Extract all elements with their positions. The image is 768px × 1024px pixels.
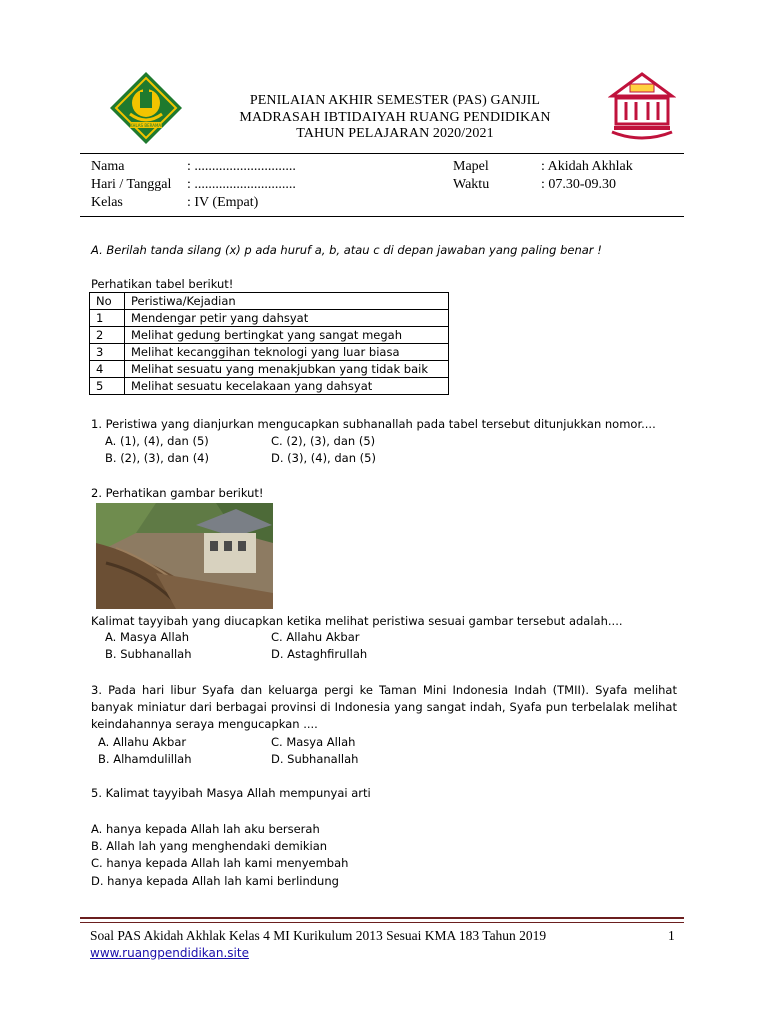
waktu-value: : 07.30-09.30 [541,177,617,192]
q5-option-c[interactable]: C. hanya kepada Allah lah kami menyembah [91,856,349,870]
header-line-1: PENILAIAN AKHIR SEMESTER (PAS) GANJIL [249,93,541,108]
question-2-prompt: Kalimat tayyibah yang diucapkan ketika melihat peristiwa sesuai gambar tersebut adalah.... [91,614,623,628]
table-cell-no: 1 [90,310,125,327]
hari-label: Hari / Tanggal [91,177,172,192]
school-logo [608,72,676,142]
question-5-text: 5. Kalimat tayyibah Masya Allah mempunyai arti [91,786,371,800]
q1-option-a[interactable]: A. (1), (4), dan (5) [105,434,209,448]
footer-text: Soal PAS Akidah Akhlak Kelas 4 MI Kurikulum 2013 Sesuai KMA 183 Tahun 2019 [90,928,547,943]
table-cell-event: Melihat kecanggihan teknologi yang luar biasa [125,344,449,361]
kemenag-logo [108,70,184,146]
mapel-value: : Akidah Akhlak [541,159,633,174]
landslide-photo [96,503,273,609]
footer-link[interactable]: www.ruangpendidikan.site [90,946,249,960]
header-line-2: MADRASAH IBTIDAIYAH RUANG PENDIDIKAN [239,109,551,125]
footer-divider-thick [80,917,684,919]
table-cell-no: 3 [90,344,125,361]
page-number: 1 [668,928,675,943]
q1-option-c[interactable]: C. (2), (3), dan (5) [271,434,376,448]
header-divider-top [80,153,684,154]
table-row [90,361,449,378]
q2-option-c[interactable]: C. Allahu Akbar [271,630,360,644]
header-divider-bottom [80,216,684,217]
kelas-value: : IV (Empat) [187,195,259,210]
nama-label: Nama [91,159,125,174]
q2-option-a[interactable]: A. Masya Allah [105,630,190,644]
question-2-text: 2. Perhatikan gambar berikut! [91,486,264,500]
mapel-label: Mapel [453,159,489,174]
hari-value: : ............................. [187,177,296,192]
header-line-3: TAHUN PELAJARAN 2020/2021 [296,126,494,141]
q5-option-d[interactable]: D. hanya kepada Allah lah kami berlindung [91,874,339,888]
q5-option-b[interactable]: B. Allah lah yang menghendaki demikian [91,839,328,853]
question-3-text: 3. Pada hari libur Syafa dan keluarga pergi ke Taman Mini Indonesia Indah (TMII). Syafa melihat banyak miniatur dari berbagai provinsi di Indonesia yang sangat indah, Syafa pun terbelalak melihat keindahannya seraya mengucapkan .... [91,683,677,731]
q5-option-a[interactable]: A. hanya kepada Allah lah aku berserah [91,822,320,836]
q3-option-b[interactable]: B. Alhamdulillah [98,752,192,766]
table-cell-event: Mendengar petir yang dahsyat [125,310,449,327]
table-row [90,344,449,361]
table-cell-no: 4 [90,361,125,378]
table-cell-event: Melihat sesuatu kecelakaan yang dahsyat [125,378,449,395]
q2-option-d[interactable]: D. Astaghfirullah [271,647,368,661]
exam-header [190,93,600,143]
table-cell-event: Melihat sesuatu yang menakjubkan yang tidak baik [125,361,449,378]
table-row [90,310,449,327]
waktu-label: Waktu [453,177,490,192]
q1-option-d[interactable]: D. (3), (4), dan (5) [271,451,376,465]
logo-motto: IKHLAS BERAMAL [128,123,164,128]
table-intro: Perhatikan tabel berikut! [91,277,234,291]
q3-option-d[interactable]: D. Subhanallah [271,752,359,766]
section-a-instruction: A. Berilah tanda silang (x) p ada huruf a, b, atau c di depan jawaban yang paling benar ! [91,243,602,257]
kelas-label: Kelas [91,195,123,210]
table-row [90,378,449,395]
events-table [89,292,449,395]
table-cell-no: 2 [90,327,125,344]
nama-value: : ............................. [187,159,296,174]
question-1-text: 1. Peristiwa yang dianjurkan mengucapkan subhanallah pada tabel tersebut ditunjukkan nomor.... [91,417,656,431]
q3-option-a[interactable]: A. Allahu Akbar [98,735,187,749]
q1-option-b[interactable]: B. (2), (3), dan (4) [105,451,209,465]
table-cell-no: 5 [90,378,125,395]
q3-option-c[interactable]: C. Masya Allah [271,735,356,749]
footer-divider-thin [80,922,684,923]
q2-option-b[interactable]: B. Subhanallah [105,647,192,661]
table-header-event: Peristiwa/Kejadian [125,293,449,310]
table-header-no: No [90,293,125,310]
table-row [90,327,449,344]
table-cell-event: Melihat gedung bertingkat yang sangat megah [125,327,449,344]
table-header-row [90,293,449,310]
